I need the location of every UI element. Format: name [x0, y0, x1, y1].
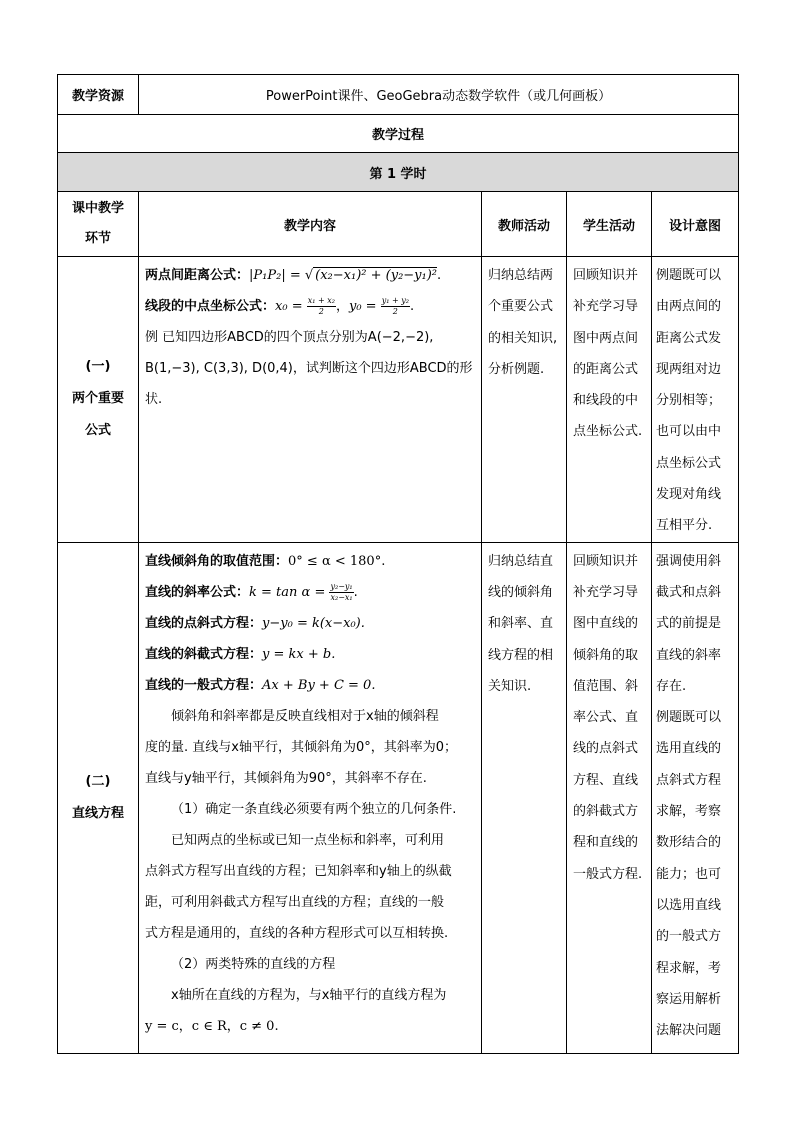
intent-line: 数形结合的 — [656, 835, 722, 851]
intent-line: 互相平分. — [656, 518, 713, 534]
intent-line: 程求解，考 — [656, 960, 722, 976]
intent-line: 以选用直线 — [656, 897, 722, 913]
paragraph-line: x轴所在直线的方程为，与x轴平行的直线方程为 — [171, 987, 447, 1003]
section1-stage — [58, 257, 139, 543]
angle-range: 直线倾斜角的取值范围：0° ≤ α < 180°. — [145, 553, 386, 569]
student-line: 程和直线的 — [573, 835, 639, 851]
header-student: 学生活动 — [567, 192, 652, 257]
paragraph-line: 已知两点的坐标或已知一点坐标和斜率，可利用 — [171, 832, 445, 848]
student-line: 回顾知识并 — [573, 268, 639, 283]
student-line: 补充学习导 — [573, 299, 639, 315]
paragraph-line: 点斜式方程写出直线的方程；已知斜率和y轴上的纵截 — [145, 863, 452, 879]
paragraph-line: 距，可利用斜截式方程写出直线的方程；直线的一般 — [145, 894, 445, 910]
intent-line: 例题既可以 — [656, 710, 722, 726]
paragraph-line: 倾斜角和斜率都是反映直线相对于x轴的倾斜程 — [171, 708, 439, 724]
stage-line: 两个重要 — [71, 391, 124, 407]
header-teacher: 教师活动 — [482, 192, 567, 257]
distance-formula: 两点间距离公式：|P₁P₂| = √ (x₂−x₁)² + (y₂−y₁)². — [145, 268, 442, 283]
stage-line: (二) — [85, 773, 111, 789]
teacher-line: 和斜率、直 — [488, 616, 554, 632]
point-slope-equation: 直线的点斜式方程：y−y₀ = k(x−x₀). — [145, 615, 365, 631]
intent-line: 也可以由中 — [656, 424, 722, 440]
intent-line: 直线的斜率 — [656, 647, 722, 663]
process-title: 教学过程 — [58, 115, 739, 153]
section2-intent — [652, 542, 739, 1053]
section1-content — [139, 257, 482, 543]
student-line: 值范围、斜 — [573, 678, 639, 694]
student-line: 图中两点间 — [573, 330, 639, 346]
lesson-plan-table — [57, 74, 739, 1054]
intent-line: 分别相等； — [656, 393, 722, 409]
section1-student — [567, 257, 652, 543]
section1-teacher — [482, 257, 567, 543]
intent-line: 例题既可以 — [656, 268, 722, 283]
intent-line: 现两组对边 — [656, 361, 722, 377]
midpoint-y-fraction: $\frac{\text{y₁ + y₂}}{2}$ — [381, 296, 409, 316]
intent-line: 式的前提是 — [656, 616, 722, 632]
stage-line: 直线方程 — [71, 805, 124, 821]
student-line: 的斜截式方 — [573, 804, 639, 820]
section1-row — [58, 257, 739, 543]
student-line: 图中直线的 — [573, 616, 639, 632]
intent-line: 距离公式发 — [656, 330, 722, 346]
section2-teacher — [482, 542, 567, 1053]
header-stage-line: 环节 — [84, 231, 111, 246]
slope-intercept-equation: 直线的斜截式方程：y = kx + b. — [145, 646, 336, 662]
point-one: （1）确定一条直线必须要有两个独立的几何条件. — [171, 801, 457, 817]
teacher-line: 线的倾斜角 — [488, 584, 554, 600]
intent-line: 截式和点斜 — [656, 584, 722, 600]
intent-line: 由两点间的 — [656, 299, 722, 315]
header-stage-line: 课中教学 — [71, 201, 124, 216]
paragraph-line: 度的量. 直线与x轴平行，其倾斜角为0°，其斜率为0； — [145, 739, 458, 755]
intent-line: 的一般式方 — [656, 929, 722, 945]
slope-fraction: $\frac{\text{y₂−y₁}}{\text{x₂−x₁}}$ — [330, 581, 353, 602]
section2-content — [139, 542, 482, 1053]
paragraph-line: 式方程是通用的，直线的各种方程形式可以互相转换. — [145, 925, 449, 941]
header-intent: 设计意图 — [652, 192, 739, 257]
header-content: 教学内容 — [139, 192, 482, 257]
intent-line: 强调使用斜 — [656, 553, 722, 569]
intent-line: 求解，考察 — [656, 804, 722, 820]
intent-line: 点斜式方程 — [656, 772, 722, 788]
paragraph-line: 直线与y轴平行，其倾斜角为90°，其斜率不存在. — [145, 770, 427, 786]
teacher-line: 分析例题. — [488, 361, 545, 377]
student-line: 一般式方程. — [573, 866, 643, 882]
student-line: 率公式、直 — [573, 710, 639, 726]
student-line: 线的点斜式 — [573, 741, 639, 757]
intent-line: 存在. — [656, 678, 687, 694]
student-line: 的距离公式 — [573, 361, 639, 377]
resources-label: 教学资源 — [58, 75, 139, 115]
teacher-line: 归纳总结直 — [488, 553, 554, 569]
section1-intent — [652, 257, 739, 543]
intent-line: 选用直线的 — [656, 741, 722, 757]
process-title-row — [58, 115, 739, 153]
paragraph-line: y = c，c ∈ R，c ≠ 0. — [145, 1018, 279, 1034]
period-title-row — [58, 153, 739, 192]
student-line: 补充学习导 — [573, 584, 639, 600]
intent-line: 能力；也可 — [656, 866, 722, 882]
section2-row — [58, 542, 739, 1053]
intent-line: 发现对角线 — [656, 487, 722, 503]
student-line: 回顾知识并 — [573, 553, 639, 569]
section2-student — [567, 542, 652, 1053]
student-line: 方程、直线 — [573, 772, 639, 788]
general-equation: 直线的一般式方程：Ax + By + C = 0. — [145, 677, 376, 693]
student-line: 和线段的中 — [573, 393, 639, 409]
teacher-line: 线方程的相 — [488, 647, 554, 663]
point-two: （2）两类特殊的直线的方程 — [171, 956, 336, 972]
midpoint-x-fraction: $\frac{\text{x₁ + x₂}}{2}$ — [307, 296, 335, 316]
section2-stage — [58, 542, 139, 1053]
student-line: 倾斜角的取 — [573, 647, 639, 663]
example-line: 状. — [145, 392, 163, 407]
example-line: B(1,−3), C(3,3), D(0,4)，试判断这个四边形ABCD的形 — [145, 361, 473, 376]
intent-line: 法解决问题 — [656, 1023, 722, 1039]
slope-formula: 直线的斜率公式：k = tan α = $\frac{\text{y₂−y₁}}{\text{x₂−x₁}}$ . — [145, 581, 358, 602]
stage-line: (一) — [85, 359, 111, 375]
intent-line: 点坐标公式 — [656, 455, 722, 471]
resources-value: PowerPoint课件、GeoGebra动态数学软件（或几何画板） — [139, 75, 739, 115]
midpoint-formula: 线段的中点坐标公式：x₀ = $\frac{\text{x₁ + x₂}}{2}$ ，y₀ = $\frac{\text{y₁ + y₂}}{2}$ . — [145, 296, 415, 316]
resources-row — [58, 75, 739, 115]
example-line: 例 已知四边形ABCD的四个顶点分别为A(−2,−2), — [145, 330, 434, 345]
student-line: 点坐标公式. — [573, 424, 643, 440]
teacher-line: 的相关知识, — [488, 330, 558, 346]
teacher-line: 归纳总结两 — [488, 268, 554, 283]
teacher-line: 关知识. — [488, 678, 532, 694]
period-title: 第 1 学时 — [58, 153, 739, 192]
teacher-line: 个重要公式 — [488, 299, 554, 315]
header-stage — [58, 192, 139, 257]
column-header-row — [58, 192, 739, 257]
stage-line: 公式 — [84, 423, 111, 439]
intent-line: 察运用解析 — [656, 991, 722, 1007]
